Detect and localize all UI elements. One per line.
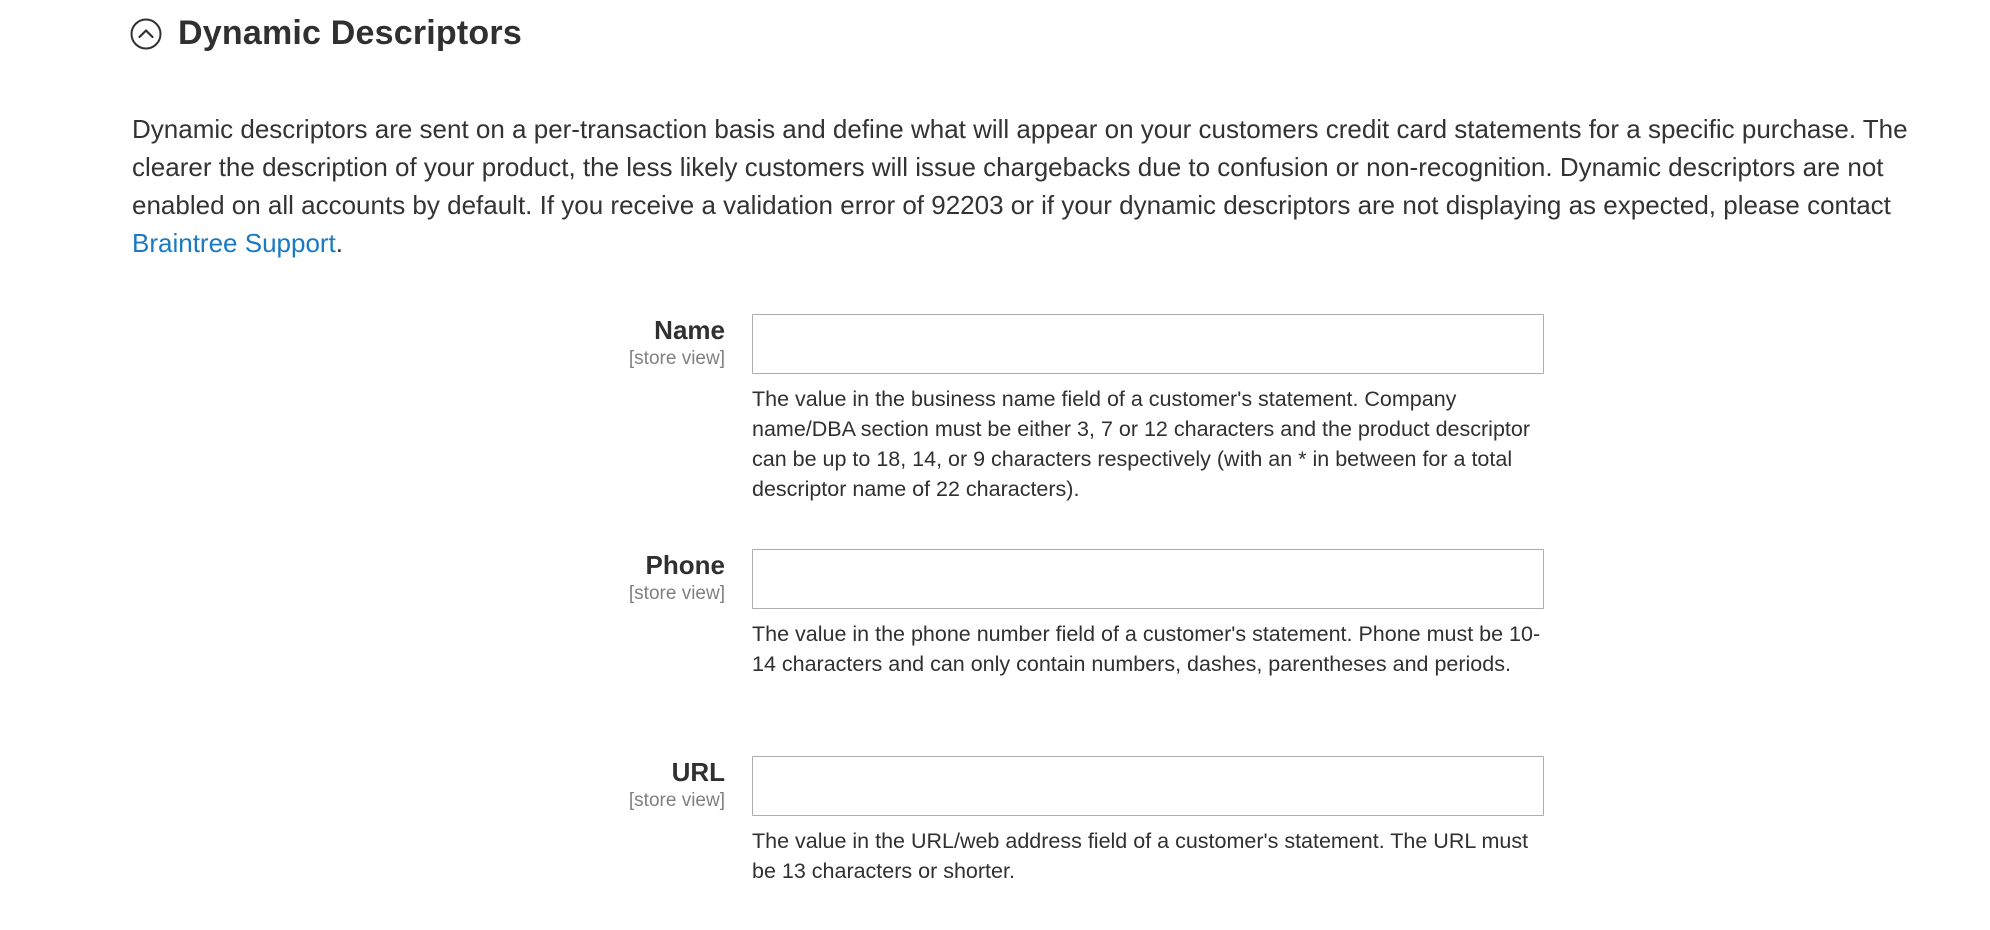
phone-note: The value in the phone number field of a customer's statement. Phone must be 10-14 characters and can only contain numbers, dashes, parentheses and periods. bbox=[752, 622, 1541, 676]
name-scope: [store view] bbox=[628, 348, 725, 369]
name-label: Name bbox=[654, 315, 725, 345]
field-label-group bbox=[629, 549, 725, 606]
intro-text: Dynamic descriptors are sent on a per-transaction basis and define what will appear on your customers credit card statements for a specific purchase. The clearer the description of your product, the less likely customers will issue chargebacks due to confusion or non-recognition. Dynamic descriptors are not enabled on all accounts by default. If you receive a validation error of 92203 or if your dynamic descriptors are not displaying as expected, please contact bbox=[132, 114, 1908, 220]
section-toggle[interactable] bbox=[130, 14, 522, 53]
chevron-up-circle-icon[interactable] bbox=[130, 18, 162, 50]
phone-label: Phone bbox=[645, 550, 725, 580]
url-input[interactable] bbox=[752, 756, 1544, 816]
field-control-group bbox=[752, 314, 1544, 504]
name-input[interactable] bbox=[752, 314, 1544, 374]
field-control-group bbox=[752, 756, 1544, 886]
intro-end: . bbox=[335, 228, 344, 258]
field-label-group bbox=[629, 314, 725, 371]
field-control-group bbox=[752, 549, 1544, 679]
url-scope: [store view] bbox=[628, 790, 725, 811]
name-note: The value in the business name field of a customer's statement. Company name/DBA section must be either 3, 7 or 12 characters and the product descriptor can be up to 18, 14, or 9 characters respectively (with an * in between for a total descriptor name of 22 characters). bbox=[752, 387, 1530, 501]
section-title[interactable]: Dynamic Descriptors bbox=[178, 14, 522, 52]
braintree-support-link[interactable]: Braintree Support bbox=[132, 228, 336, 258]
section-intro bbox=[132, 110, 1972, 262]
phone-input[interactable] bbox=[752, 549, 1544, 609]
field-label-group bbox=[629, 756, 725, 813]
url-label: URL bbox=[671, 757, 725, 787]
phone-scope: [store view] bbox=[628, 583, 725, 604]
url-note: The value in the URL/web address field of a customer's statement. The URL must be 13 characters or shorter. bbox=[752, 829, 1529, 883]
